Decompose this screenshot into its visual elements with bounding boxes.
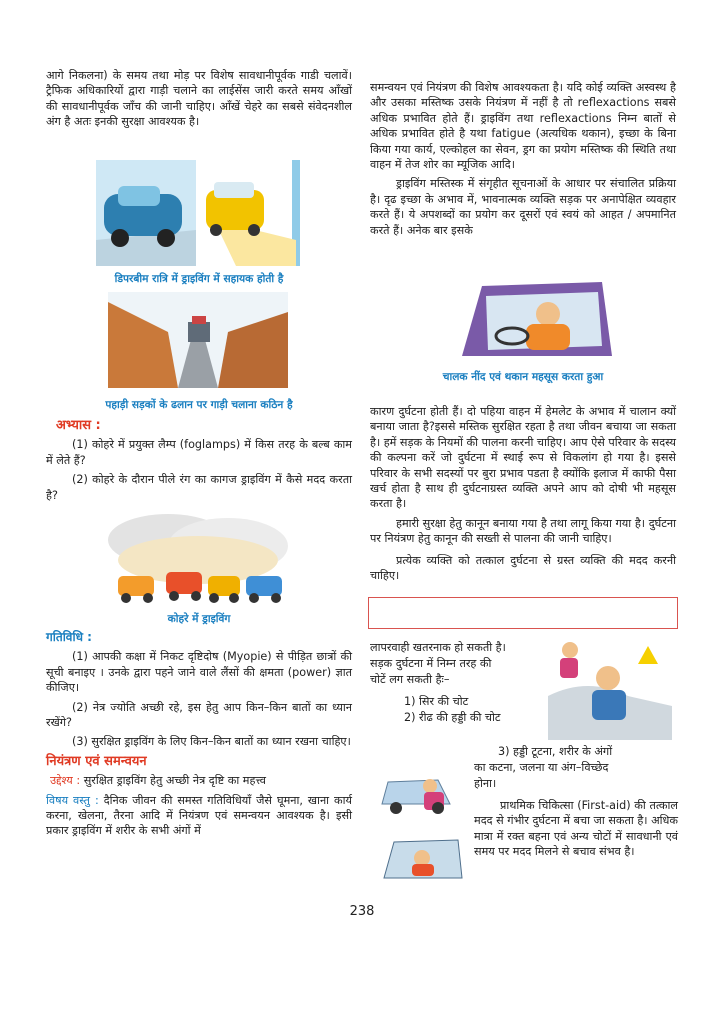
line-b: सड़क दुर्घटना में निम्न तरह की [370, 657, 492, 670]
item-3c: होना। [474, 777, 497, 790]
activity-2: (2) नेत्र ज्योति अच्छी रहे, इस हेतु आप किन–किन बातों का ध्यान रखेंगे? [46, 700, 352, 730]
item-3a: 3) हड्डी टूटना, शरीर के अंगों [498, 745, 613, 758]
content-label: विषय वस्तु : [46, 793, 99, 807]
exercise-heading: अभ्यास : [56, 418, 101, 433]
car-accident-illustration [378, 764, 468, 818]
activity-1: (1) आपकी कक्षा में निकट दृष्टिदोष (Myopie) से पीड़ित छात्रों की सूची बनाइए । उनके द्वारा पहने जाने वाले लैंसों की क्षमता (power) ज्ञात कीजिए। [46, 650, 352, 695]
injured-driver-illustration [382, 834, 464, 884]
section-heading: नियंत्रण एवं समन्वयन [46, 753, 147, 769]
intro-paragraph: आगे निकलना) के समय तथा मोड़ पर विशेष सावधानीपूर्वक गाडी चलावें। ट्रैफिक अधिकारियों द्वारा गाड़ी चलाने का लाईसेंस जारी करते समय आँखों की सावधानीपूर्वक जाँच की जानी चाहिए। आँखें चेहरे का सबसे संवेदनशील अंग है अतः इनकी सुरक्षा आवश्यक है। [46, 69, 352, 129]
exercise-q1: (1) कोहरे में प्रयुक्त लैम्प (foglamps) में किस तरह के बल्ब काम में लेते हैं? [46, 438, 352, 467]
right-para4: हमारी सुरक्षा हेतु कानून बनाया गया है तथा लागू किया गया है। दुर्घटना पर नियंत्रण हेतु कानून की सख्ती से पालना की जानी चाहिए। [370, 516, 676, 546]
right-para2: ड्राइविंग मस्तिस्क में संगृहीत सूचनाओं के आधार पर संचालित प्रक्रिया है। दृढ इच्छा के अभाव में, भावनात्मक व्यक्ति सड़क पर अनापेक्षित व्यवहार करते हैं। ये अपशब्दों का प्रयोग कर दूसरों एवं स्वयं को आहत / अपमानित करते हैं। अनेक बार इसके [370, 177, 676, 237]
right-top-text [370, 80, 676, 242]
firstaid-paragraph: प्राथमिक चिकित्सा (First-aid) की तत्काल मदद से गंभीर दुर्घटना में बचा जा सकता है। अधिक मात्रा में रक्त बहना एवं अन्य चोटों में सावधानी एवं समय पर मदद मिलने से बचाव संभव है। [474, 799, 678, 859]
content-paragraph [46, 793, 352, 839]
right-para3: कारण दुर्घटना होती हैं। दो पहिया वाहन में हेमलेट के अभाव में चालान क्यों बनाया जाता है?इससे मस्तिक सुरक्षित रहता है तथा जीवन बचाया जा सकता है। हमें सड़क के नियमों की पालना करनी चाहिए। आप ऐसे परिवार के सदस्य की कल्पना करें जो दुर्घटना में स्थाई रूप से विकलांग हो गया है। इससे परिवार के सभी सदस्यों पर बुरा प्रभाव पडता है क्योंकि इलाज में काफी पैसा खर्च होता है साथ ही दुर्घटनाग्रस्त व्यक्ति अपने आप को दोषी भी महसूस करता है। [370, 405, 676, 511]
right-para5: प्रत्येक व्यक्ति को तत्काल दुर्घटना से ग्रस्त व्यक्ति की मदद करनी चाहिए। [370, 553, 676, 583]
right-middle-text [370, 404, 676, 587]
fog-driving-illustration [108, 510, 288, 608]
exercise-section [46, 418, 352, 507]
activity-3: (3) सुरक्षित ड्राइविंग के लिए किन–किन बातों का ध्यान रखना चाहिए। [72, 735, 351, 749]
item-3b: का कटना, जलना या अंग–विच्छेद [474, 761, 609, 774]
item-2: 2) रीढ की हड्डी की चोट [404, 711, 501, 724]
injury-list [370, 640, 550, 726]
objective-line [46, 773, 352, 788]
line-c: चोटें लग सकती हैः– [370, 673, 450, 686]
night-driving-illustration [96, 160, 300, 266]
item-3-text [474, 744, 678, 792]
activity-section [46, 630, 352, 843]
highlight-box [368, 597, 678, 629]
caption-mountain-road: पहाड़ी सड़कों के ढलान पर गाड़ी चलाना कठिन है [105, 399, 293, 411]
line-a: लापरवाही खतरनाक हो सकती है। [370, 641, 506, 654]
mountain-road-illustration [108, 292, 288, 388]
activity-heading: गतिविधि : [46, 630, 92, 644]
item-1: 1) सिर की चोट [404, 695, 469, 708]
objective-label: उद्देश्य : [50, 774, 81, 788]
page-number: 238 [349, 904, 375, 919]
accident-help-illustration [548, 636, 672, 740]
caption-fog: कोहरे में ड्राइविंग [167, 613, 231, 625]
exercise-q2: (2) कोहरे के दौरान पीले रंग का कागज ड्राइविंग में कैसे मदद करता है? [46, 473, 352, 502]
content-text: दैनिक जीवन की समस्त गतिविधियाँ जैसे घूमना, खाना कार्य करना, खेलना, तैरना आदि में नियंत्रण एवं समन्वयन आवश्यक है। इसी प्रकार ड्राइविंग में शरीर के सभी अंगों में [46, 793, 352, 838]
right-para1: समन्वयन एवं नियंत्रण की विशेष आवश्यकता है। यदि कोई व्यक्ति अस्वस्थ है और उसका मस्तिष्क उसके नियंत्रण में नहीं है तो reflexactions सबसे अधिक प्रभावित होते हैं। ड्राइविंग तथा reflexactions निम्न बातों से अधिक प्रभावित होते है यथा fatigue (अत्यधिक थकान), इच्छा के बिना किया गया कार्य, एल्कोहल का सेवन, ड्रग का प्रयोग मस्तिष्क की स्थिति तथा वाहन में तेज शोर का म्यूजिक आदि। [370, 81, 676, 172]
objective-text: सुरक्षित ड्राइविंग हेतु अच्छी नेत्र दृष्टि का महत्त्व [83, 774, 266, 788]
caption-tired-driver: चालक नींद एवं थकान महसूस करता हुआ [442, 371, 604, 383]
tired-driver-illustration [452, 276, 620, 366]
caption-dipped-beam: डिपरबीम रात्रि में ड्राइविंग में सहायक होती है [114, 273, 284, 285]
